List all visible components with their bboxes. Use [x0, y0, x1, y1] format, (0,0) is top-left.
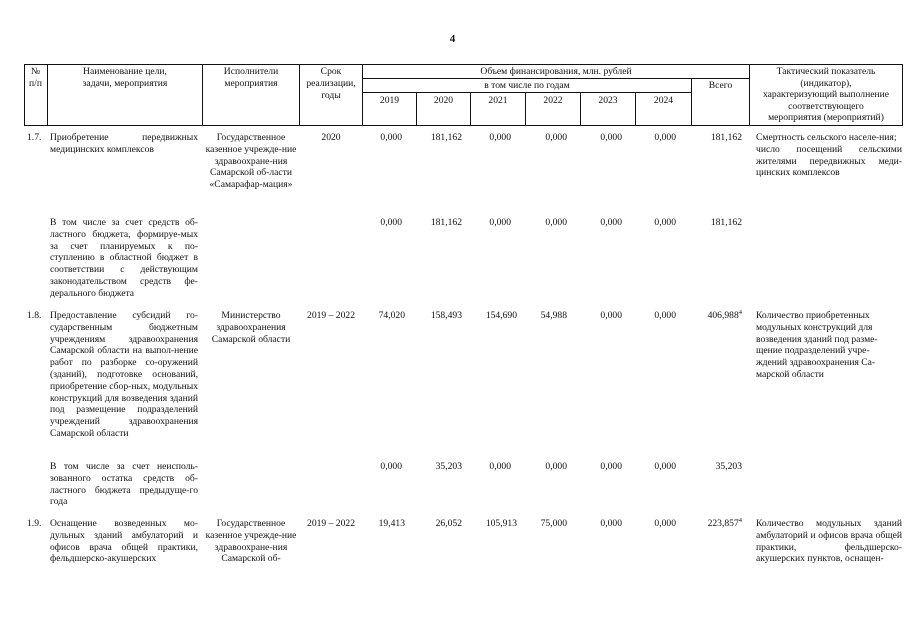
row-value-2021: 105,913	[485, 518, 517, 529]
header-year: 2023	[598, 95, 618, 106]
row-value-2019: 19,413	[378, 518, 405, 529]
row-total: 181,162	[710, 132, 742, 143]
header-year: 2020	[433, 95, 454, 106]
header-year: 2021	[488, 95, 508, 106]
header-indicator: Тактический показатель (индикатор), характеризующий выполнение соответствующего мероприятия (мероприятий)	[763, 66, 889, 123]
header-year: 2022	[543, 95, 563, 106]
row-value-2020: 181,162	[430, 217, 462, 228]
row-value-2022: 0,000	[545, 132, 567, 143]
row-name: Предоставление субсидий го-сударственным бюджетным учреждениям здравоохранения Самарской области на выпол-нение работ по разборке со-оружений (зданий), подготовке оснований, приобретение сбор-ных, модульных конструкций для возведения зданий под размещение подразделений учреждений здравоохранения Самарской области	[50, 310, 198, 439]
row-value-2023: 0,000	[600, 310, 622, 321]
row-indicator: Смертность сельского населе-ния; число посещений сельскими жителями передвижных меди-цинских комплексов	[756, 132, 902, 179]
page-number: 4	[449, 33, 456, 45]
row-value-2023: 0,000	[600, 217, 622, 228]
row-value-2022: 0,000	[545, 217, 567, 228]
row-name: В том числе за счет неисполь-зованного остатка средств об-ластного бюджета предыдуще-го года	[50, 461, 198, 508]
row-value-2023: 0,000	[600, 132, 622, 143]
header-year: 2019	[379, 95, 400, 106]
row-value-2019: 0,000	[380, 461, 402, 472]
row-total: 223,857$^4$	[707, 516, 742, 529]
header-num: № п/п	[29, 66, 42, 89]
row-executor: Министерство здравоохранения Самарской области	[211, 310, 291, 345]
row-term: 2020	[321, 132, 341, 143]
row-value-2020: 181,162	[430, 132, 462, 143]
row-value-2023: 0,000	[600, 461, 622, 472]
row-value-2024: 0,000	[654, 217, 676, 228]
row-executor: Государственное казенное учрежде-ние здравоохране-ния Самарской об-	[205, 518, 297, 565]
row-value-2019: 74,020	[378, 310, 405, 321]
row-value-2020: 26,052	[435, 518, 462, 529]
row-term: 2019 – 2022	[307, 310, 355, 321]
header-financing: Объем финансирования, млн. рублей	[480, 66, 632, 77]
row-value-2020: 35,203	[435, 461, 462, 472]
row-value-2024: 0,000	[654, 518, 676, 529]
row-value-2019: 0,000	[380, 217, 402, 228]
header-total: Всего	[708, 80, 733, 91]
row-value-2021: 0,000	[489, 217, 511, 228]
row-total: 181,162	[710, 217, 742, 228]
header-name: Наименование цели, задачи, мероприятия	[82, 66, 168, 89]
row-total: 406,988$^4$	[707, 308, 742, 321]
row-num: 1.7.	[27, 132, 42, 143]
header-term: Срок реализации, годы	[306, 66, 356, 101]
row-value-2022: 54,988	[540, 310, 567, 321]
row-name: В том числе за счет средств об-ластного бюджета, формируе-мых за счет планируемых к по-ступлению в областной бюджет в соответствии с действующим законодательством средств фе-дерального бюджета	[50, 217, 198, 299]
row-indicator: Количество модульных зданий амбулаторий и офисов врача общей практики, фельдшерско-акушерских пунктов, оснащен-	[756, 518, 902, 565]
row-name: Приобретение передвижных медицинских комплексов	[50, 132, 198, 155]
row-indicator: Количество приобретенных модульных конструкций для возведения зданий под разме-щение подразделений учре-ждений здравоохранения Са-марской области	[756, 310, 878, 380]
row-value-2019: 0,000	[380, 132, 402, 143]
row-value-2024: 0,000	[654, 310, 676, 321]
row-name: Оснащение возведенных мо-дульных зданий амбулаторий и офисов врача общей практики, фельдшерско-акушерских	[50, 518, 198, 565]
header-by-years: в том числе по годам	[484, 80, 570, 91]
row-num: 1.8.	[27, 310, 42, 321]
row-num: 1.9.	[27, 518, 42, 529]
header-year: 2024	[653, 95, 674, 106]
row-value-2022: 75,000	[540, 518, 567, 529]
row-value-2021: 0,000	[489, 461, 511, 472]
header-executors: Исполнители мероприятия	[223, 66, 279, 89]
row-value-2021: 0,000	[489, 132, 511, 143]
row-total: 35,203	[715, 461, 742, 472]
row-term: 2019 – 2022	[307, 518, 355, 529]
row-value-2023: 0,000	[600, 518, 622, 529]
row-value-2022: 0,000	[545, 461, 567, 472]
row-value-2021: 154,690	[485, 310, 517, 321]
row-executor: Государственное казенное учрежде-ние здравоохране-ния Самарской об-ласти «Самарафар-мация»	[205, 132, 297, 191]
row-value-2024: 0,000	[654, 132, 676, 143]
row-value-2020: 158,493	[430, 310, 462, 321]
row-value-2024: 0,000	[654, 461, 676, 472]
